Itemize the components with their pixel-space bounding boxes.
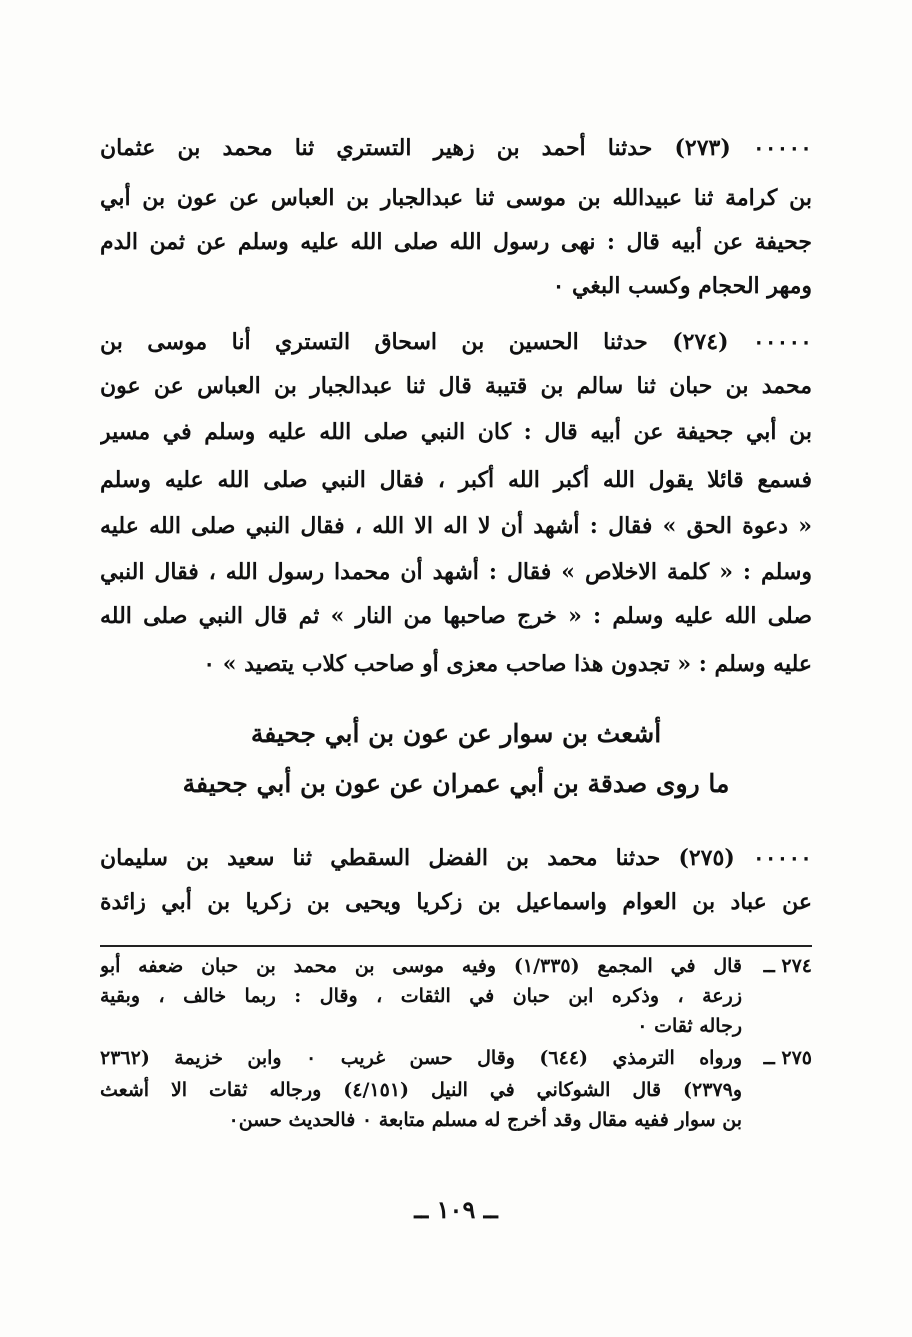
paragraph-273-line-1: ٠٠٠٠٠ (٢٧٣) حدثنا أحمد بن زهير التستري ثنا محمد بن عثمان <box>100 135 812 161</box>
footnote-275-text-2: و٢٣٧٩) قال الشوكاني في النيل (٤/١٥١) ورجاله ثقات الا أشعث <box>100 1079 742 1101</box>
paragraph-274-line-7: صلى الله عليه وسلم : « خرج صاحبها من النار » ثم قال النبي صلى الله <box>100 603 812 629</box>
footnote-274-line-3 <box>100 1012 812 1040</box>
section-heading-1: أشعث بن سوار عن عون بن أبي جحيفة <box>250 719 662 748</box>
paragraph-274-line-3: بن أبي جحيفة عن أبيه قال : كان النبي صلى الله عليه وسلم في مسير <box>100 419 812 445</box>
paragraph-274-line-6: وسلم : « كلمة الاخلاص » فقال : أشهد أن محمدا رسول الله ، فقال النبي <box>100 559 812 585</box>
paragraph-274-line-4: فسمع قائلا يقول الله أكبر الله أكبر ، فقال النبي صلى الله عليه وسلم <box>100 467 812 493</box>
footnote-274-number: ٢٧٤ ــ <box>763 955 812 977</box>
paragraph-273-line-2: بن كرامة ثنا عبيدالله بن موسى ثنا عبدالجبار بن العباس عن عون بن أبي <box>100 185 812 211</box>
footnote-274-text-1: قال في المجمع (١/٣٣٥) وفيه موسى بن محمد بن حبان ضعفه أبو <box>100 955 742 977</box>
paragraph-274-line-1: ٠٠٠٠٠ (٢٧٤) حدثنا الحسين بن اسحاق التستري أنا موسى بن <box>100 329 812 355</box>
footnote-275-text-1: ورواه الترمذي (٦٤٤) وقال حسن غريب ٠ وابن خزيمة (٢٣٦٢ <box>100 1047 742 1069</box>
page-number: ــ ١٠٩ ــ <box>414 1195 498 1224</box>
paragraph-274-line-2: محمد بن حبان ثنا سالم بن قتيبة قال ثنا عبدالجبار بن العباس عن عون <box>100 373 812 399</box>
paragraph-275-line-2: عن عباد بن العوام واسماعيل بن زكريا ويحيى بن زكريا بن أبي زائدة <box>100 889 812 915</box>
footnote-274-line-2 <box>100 982 812 1010</box>
paragraph-273-line-4: ومهر الحجام وكسب البغي ٠ <box>552 273 812 299</box>
footnote-275-line-1 <box>100 1044 812 1072</box>
footnote-274-line-1 <box>100 952 812 980</box>
paragraph-273-line-3: جحيفة عن أبيه قال : نهى رسول الله صلى الله عليه وسلم عن ثمن الدم <box>100 229 812 255</box>
footnote-275-text-3: بن سوار ففيه مقال وقد أخرج له مسلم متابعة ٠ فالحديث حسن٠ <box>228 1109 742 1131</box>
paragraph-274-line-8: عليه وسلم : « تجدون هذا صاحب معزى أو صاحب كلاب يتصيد » ٠ <box>203 651 812 677</box>
footnote-275-line-2 <box>100 1076 812 1104</box>
footnote-275-number: ٢٧٥ ــ <box>763 1047 812 1069</box>
paragraph-275-line-1: ٠٠٠٠٠ (٢٧٥) حدثنا محمد بن الفضل السقطي ثنا سعيد بن سليمان <box>100 845 812 871</box>
paragraph-274-line-5: « دعوة الحق » فقال : أشهد أن لا اله الا الله ، فقال النبي صلى الله عليه <box>100 513 812 539</box>
footnote-275-line-3 <box>100 1106 812 1134</box>
section-heading-2: ما روى صدقة بن أبي عمران عن عون بن أبي جحيفة <box>182 769 730 798</box>
footnote-274-text-3: رجاله ثقات ٠ <box>637 1015 742 1037</box>
footnote-274-text-2: زرعة ، وذكره ابن حبان في الثقات ، وقال : ربما خالف ، وبقية <box>100 985 742 1007</box>
footnote-divider <box>100 945 812 947</box>
